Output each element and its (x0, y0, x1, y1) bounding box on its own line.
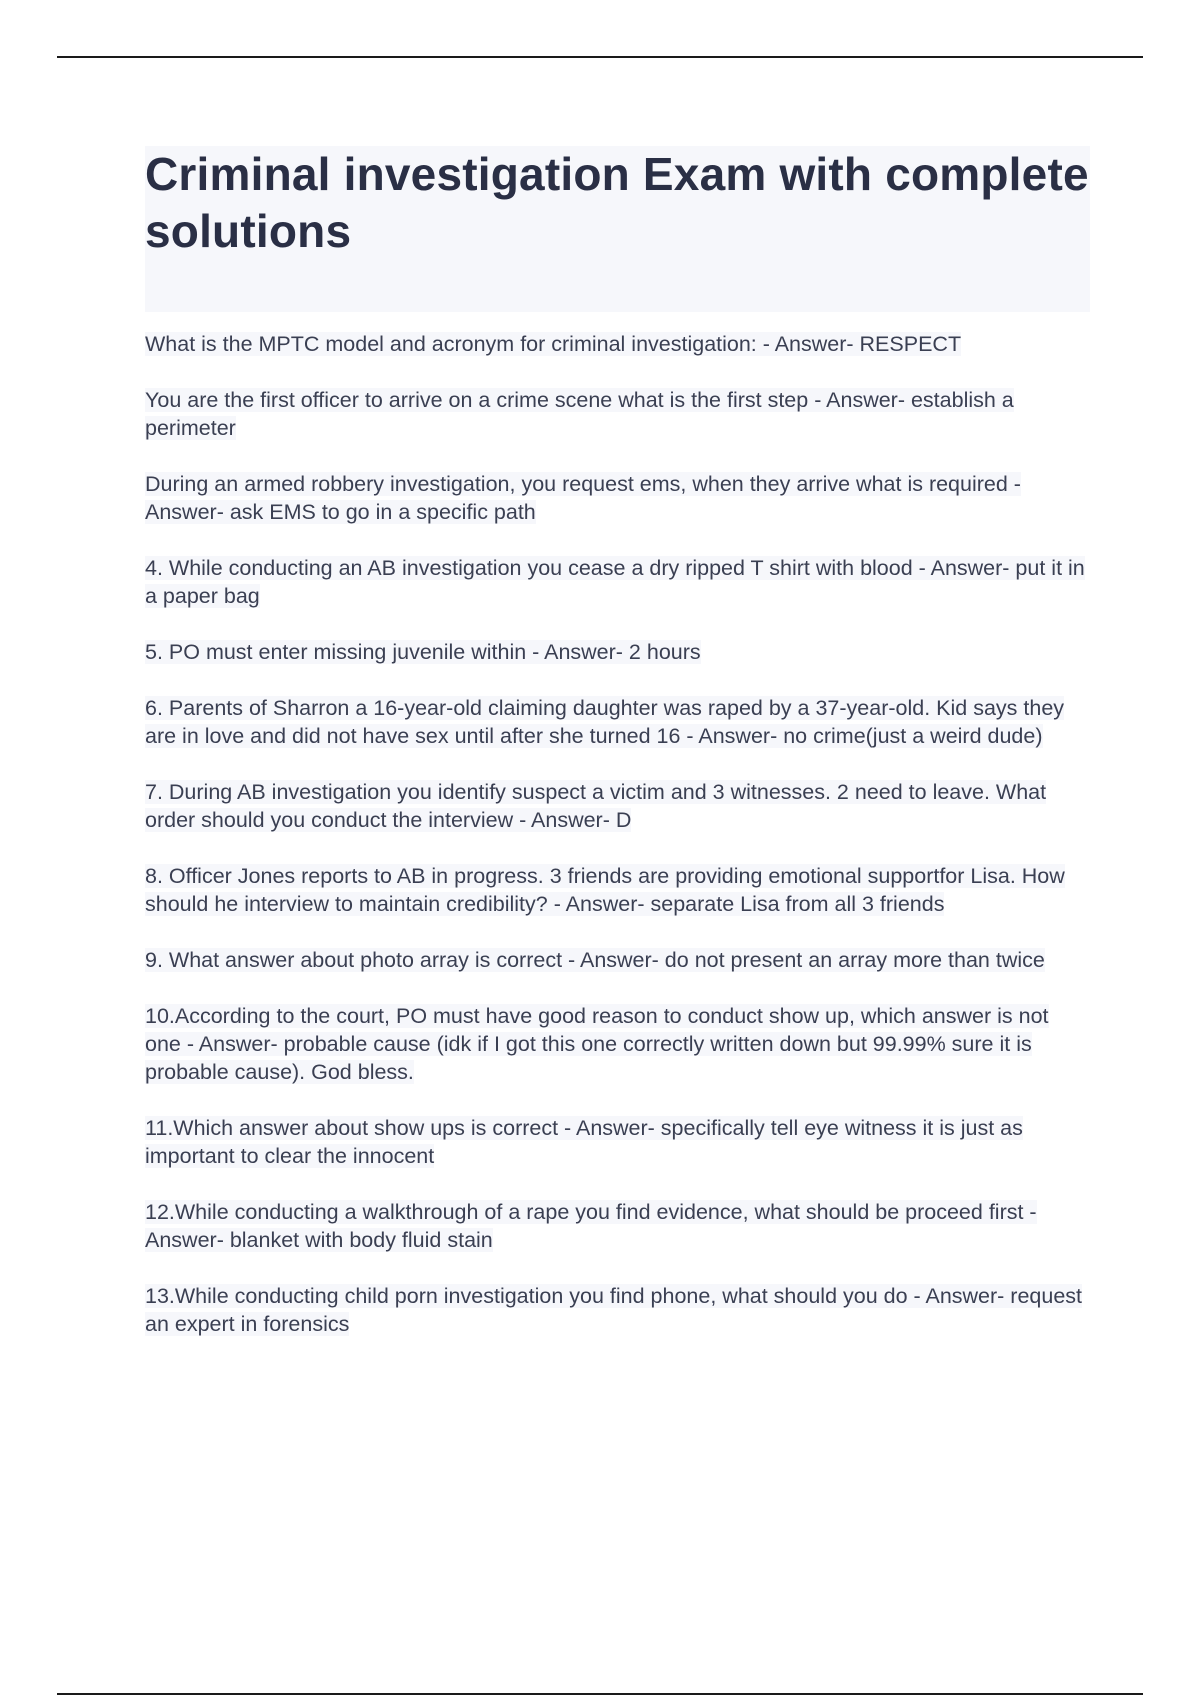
qa-text: 9. What answer about photo array is correct - Answer- do not present an array more than twice (145, 948, 1045, 972)
list-item (145, 1198, 1090, 1254)
list-item (145, 330, 1090, 358)
qa-text: During an armed robbery investigation, you request ems, when they arrive what is required - Answer- ask EMS to go in a specific path (145, 472, 1021, 524)
list-item (145, 554, 1090, 610)
qa-text: 5. PO must enter missing juvenile within - Answer- 2 hours (145, 640, 701, 664)
list-item (145, 470, 1090, 526)
list-item (145, 778, 1090, 834)
title-block (145, 146, 1090, 312)
list-item (145, 386, 1090, 442)
qa-text: 6. Parents of Sharron a 16-year-old claiming daughter was raped by a 37-year-old. Kid says they are in love and did not have sex until after she turned 16 - Answer- no crime(just a weird dude) (145, 696, 1065, 748)
page-title: Criminal investigation Exam with complete solutions (145, 148, 1089, 257)
list-item (145, 1002, 1090, 1086)
footer-rule (57, 1693, 1143, 1695)
qa-text: 4. While conducting an AB investigation you cease a dry ripped T shirt with blood - Answer- put it in a paper bag (145, 556, 1085, 608)
header-rule (57, 56, 1143, 58)
qa-text: 12.While conducting a walkthrough of a rape you find evidence, what should be proceed first - Answer- blanket with body fluid stain (145, 1200, 1037, 1252)
qa-list (145, 330, 1090, 1338)
document-body (145, 146, 1090, 1366)
qa-text: 11.Which answer about show ups is correct - Answer- specifically tell eye witness it is just as important to clear the innocent (145, 1116, 1023, 1168)
list-item (145, 1282, 1090, 1338)
qa-text: You are the first officer to arrive on a crime scene what is the first step - Answer- establish a perimeter (145, 388, 1014, 440)
list-item (145, 1114, 1090, 1170)
qa-text: 7. During AB investigation you identify suspect a victim and 3 witnesses. 2 need to leave. What order should you conduct the interview - Answer- D (145, 780, 1047, 832)
list-item (145, 638, 1090, 666)
qa-text: 13.While conducting child porn investigation you find phone, what should you do - Answer- request an expert in forensics (145, 1284, 1083, 1336)
qa-text: 8. Officer Jones reports to AB in progress. 3 friends are providing emotional supportfor Lisa. How should he interview to maintain credibility? - Answer- separate Lisa from all 3 friends (145, 864, 1065, 916)
qa-text: What is the MPTC model and acronym for criminal investigation: - Answer- RESPECT (145, 332, 962, 356)
list-item (145, 946, 1090, 974)
list-item (145, 694, 1090, 750)
qa-text: 10.According to the court, PO must have good reason to conduct show up, which answer is not one - Answer- probable cause (idk if I got this one correctly written down but 99.99% sure it is probable cause). God bless. (145, 1004, 1049, 1084)
list-item (145, 862, 1090, 918)
